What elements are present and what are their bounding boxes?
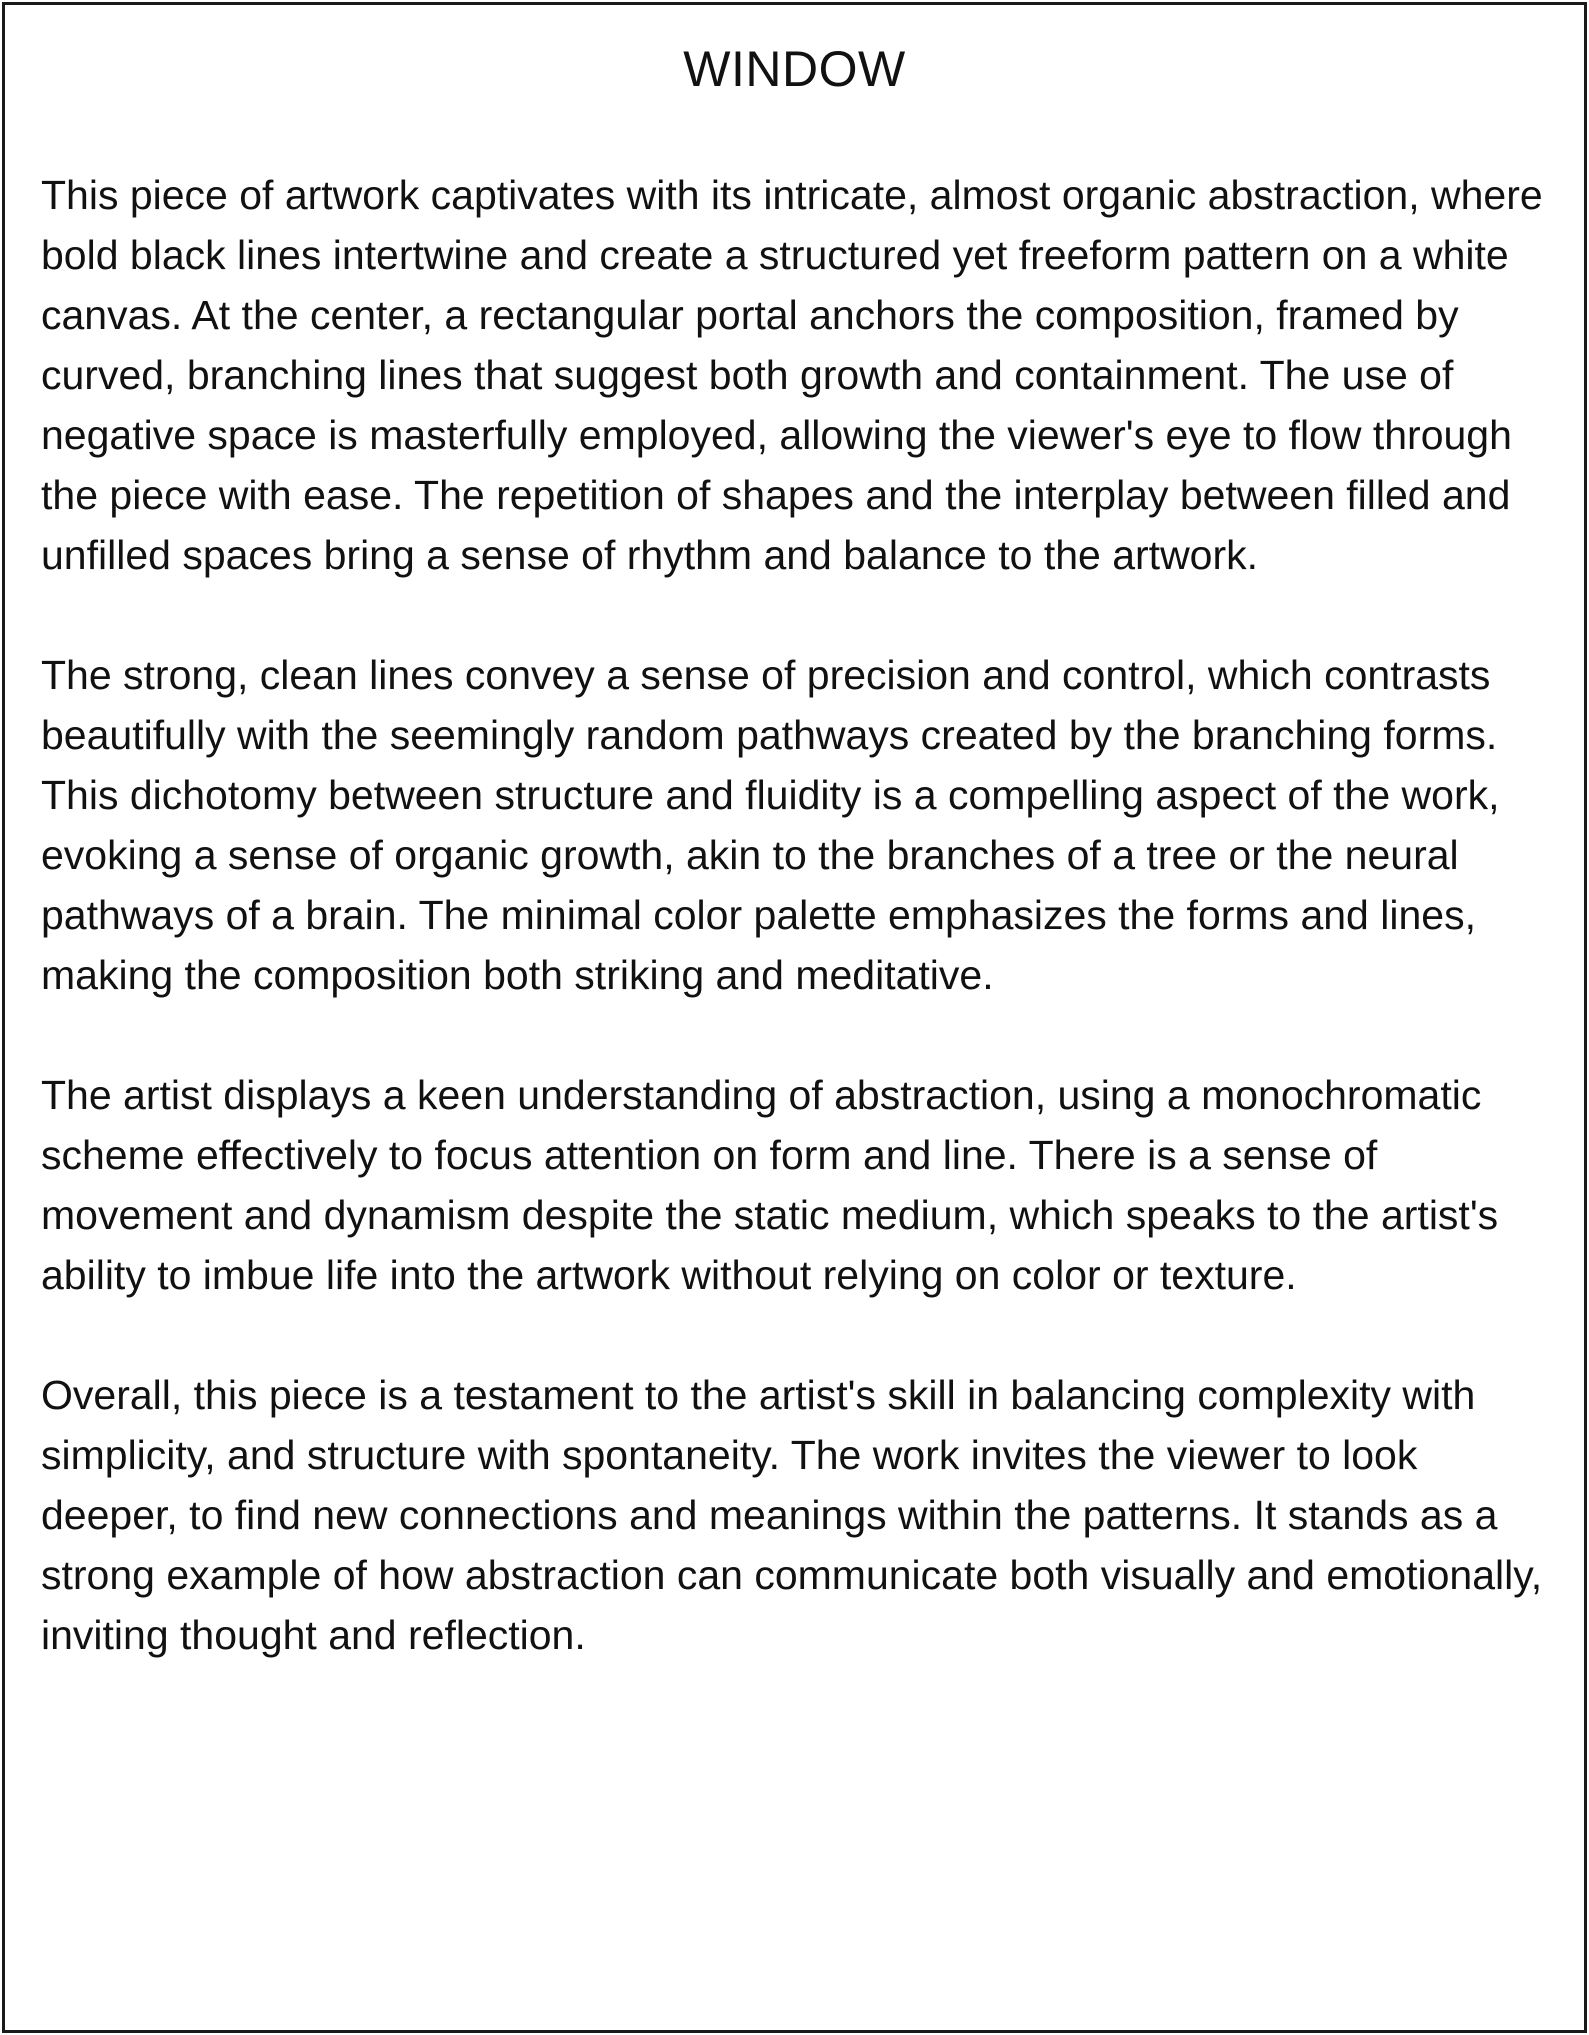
document-frame bbox=[2, 2, 1587, 2033]
document-title: WINDOW bbox=[683, 41, 906, 97]
document-body bbox=[41, 165, 1561, 1665]
paragraph-1: This piece of artwork captivates with its intricate, almost organic abstraction, where bold black lines intertwine and create a structured yet freeform pattern on a white canvas. At the center, a rectangular portal anchors the composition, framed by curved, branching lines that suggest both growth and containment. The use of negative space is masterfully employed, allowing the viewer's eye to flow through the piece with ease. The repetition of shapes and the interplay between filled and unfilled spaces bring a sense of rhythm and balance to the artwork. bbox=[41, 172, 1543, 578]
paragraph-4: Overall, this piece is a testament to the artist's skill in balancing complexity with simplicity, and structure with spontaneity. The work invites the viewer to look deeper, to find new connections and meanings within the patterns. It stands as a strong example of how abstraction can communicate both visually and emotionally, inviting thought and reflection. bbox=[41, 1372, 1543, 1658]
paragraph-2: The strong, clean lines convey a sense of precision and control, which contrasts beautifully with the seemingly random pathways created by the branching forms. This dichotomy between structure and fluidity is a compelling aspect of the work, evoking a sense of organic growth, akin to the branches of a tree or the neural pathways of a brain. The minimal color palette emphasizes the forms and lines, making the composition both striking and meditative. bbox=[41, 652, 1500, 998]
paragraph-3: The artist displays a keen understanding of abstraction, using a monochromatic scheme effectively to focus attention on form and line. There is a sense of movement and dynamism despite the static medium, which speaks to the artist's ability to imbue life into the artwork without relying on color or texture. bbox=[41, 1072, 1499, 1298]
